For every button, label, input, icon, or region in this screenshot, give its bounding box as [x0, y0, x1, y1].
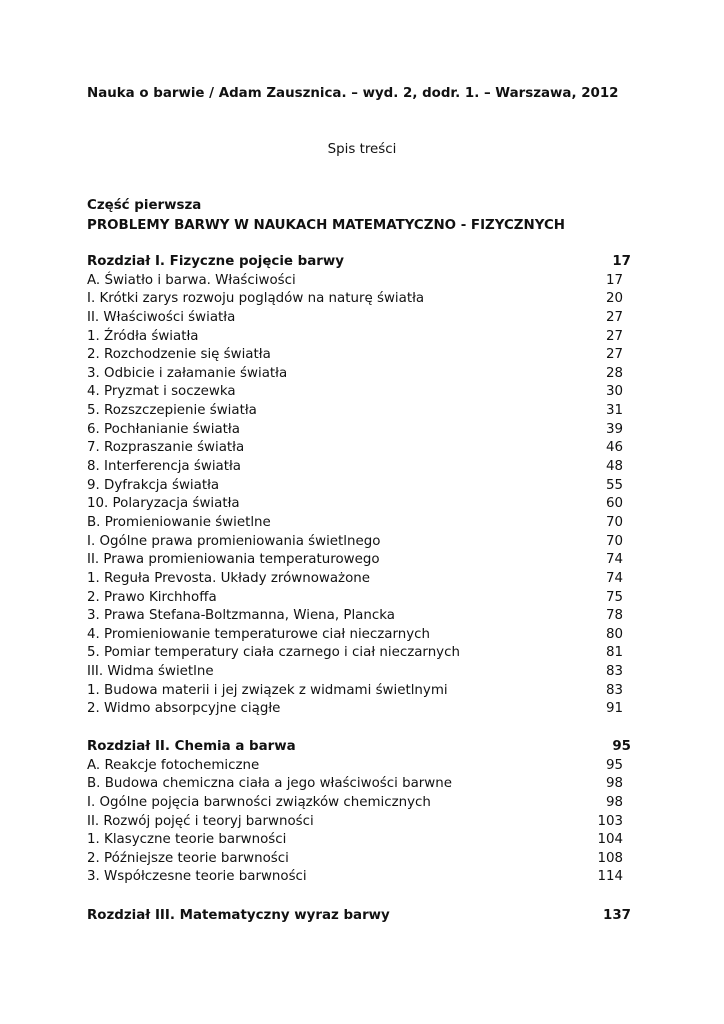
toc-entry [87, 346, 623, 365]
toc-entry [87, 589, 623, 608]
entry-page: 104 [597, 832, 623, 848]
entry-page: 60 [605, 496, 623, 512]
entry-title: 1. Klasyczne teorie barwności [87, 832, 287, 848]
entry-page: 83 [605, 664, 623, 680]
toc-entry [87, 309, 623, 328]
chapter-title: Rozdział I. Fizyczne pojęcie barwy [87, 254, 344, 269]
entry-page: 114 [597, 869, 623, 885]
entry-title: 4. Pryzmat i soczewka [87, 384, 236, 400]
chapter-heading [87, 738, 631, 757]
toc-entry [87, 551, 623, 570]
entry-page: 39 [605, 421, 623, 437]
entry-page: 70 [605, 514, 623, 530]
entry-title: 2. Prawo Kirchhoffa [87, 589, 217, 605]
entry-page: 91 [605, 701, 623, 717]
chapter-heading [87, 253, 631, 272]
toc-entry [87, 533, 623, 552]
chapter-heading [87, 907, 631, 926]
toc-entry [87, 682, 623, 701]
entry-title: 7. Rozpraszanie światła [87, 440, 245, 456]
entry-title: 9. Dyfrakcja światła [87, 477, 220, 493]
entry-page: 80 [605, 626, 623, 642]
toc-entry [87, 383, 623, 402]
entry-title: 3. Odbicie i załamanie światła [87, 365, 288, 381]
toc-entry [87, 868, 623, 887]
entry-title: 2. Rozchodzenie się światła [87, 347, 271, 363]
entry-title: II. Właściwości światła [87, 309, 236, 325]
toc-entry [87, 421, 623, 440]
entry-page: 74 [605, 552, 623, 568]
entry-page: 81 [605, 645, 623, 661]
toc-entry [87, 607, 623, 626]
toc-entry [87, 663, 623, 682]
chapter-1 [87, 253, 631, 719]
entry-title: B. Budowa chemiczna ciała a jego właściwości barwne [87, 776, 452, 792]
toc-entry [87, 514, 623, 533]
entry-page: 75 [605, 589, 623, 605]
entry-title: 2. Widmo absorpcyjne ciągłe [87, 701, 281, 717]
entry-page: 48 [605, 459, 623, 475]
toc-entry [87, 775, 623, 794]
entry-title: 3. Prawa Stefana-Boltzmanna, Wiena, Plancka [87, 608, 395, 624]
entry-page: 78 [605, 608, 623, 624]
entry-page: 31 [605, 403, 623, 419]
toc-entry [87, 365, 623, 384]
part-title: PROBLEMY BARWY W NAUKACH MATEMATYCZNO - FIZYCZNYCH [87, 218, 565, 233]
toc-entry [87, 290, 623, 309]
entry-page: 83 [605, 682, 623, 698]
entry-page: 98 [605, 776, 623, 792]
part-label: Część pierwsza [87, 198, 202, 213]
chapter-title: Rozdział II. Chemia a barwa [87, 739, 296, 754]
entry-page: 70 [605, 533, 623, 549]
toc-entry [87, 831, 623, 850]
toc-entry [87, 813, 623, 832]
entry-title: 6. Pochłanianie światła [87, 421, 240, 437]
entry-title: III. Widma świetlne [87, 664, 214, 680]
entry-title: 1. Źródła światła [87, 328, 199, 344]
entry-title: II. Rozwój pojęć i teoryj barwności [87, 813, 314, 829]
entry-title: 1. Budowa materii i jej związek z widmami świetlnymi [87, 682, 448, 698]
entry-title: 1. Reguła Prevosta. Układy zrównoważone [87, 570, 370, 586]
entry-title: 5. Rozszczepienie światła [87, 403, 257, 419]
entry-title: B. Promieniowanie świetlne [87, 514, 271, 530]
entry-title: A. Światło i barwa. Właściwości [87, 272, 296, 288]
entry-page: 17 [605, 272, 623, 288]
entry-page: 55 [605, 477, 623, 493]
entry-page: 27 [605, 309, 623, 325]
bibliographic-header: Nauka o barwie / Adam Zausznica. – wyd. 2, dodr. 1. – Warszawa, 2012 [87, 86, 619, 101]
toc-entry [87, 570, 623, 589]
toc-entry [87, 402, 623, 421]
entry-title: I. Ogólne prawa promieniowania świetlnego [87, 533, 381, 549]
entry-title: 10. Polaryzacja światła [87, 496, 240, 512]
toc-title: Spis treści [327, 142, 397, 157]
toc-entry [87, 272, 623, 291]
toc-entry [87, 757, 623, 776]
toc-entry [87, 644, 623, 663]
part-heading [87, 196, 565, 236]
toc-entry [87, 794, 623, 813]
entry-page: 103 [597, 813, 623, 829]
chapter-2 [87, 738, 631, 887]
entry-title: A. Reakcje fotochemiczne [87, 757, 260, 773]
toc-entry [87, 439, 623, 458]
entry-page: 28 [605, 365, 623, 381]
entry-page: 46 [605, 440, 623, 456]
entry-page: 95 [605, 757, 623, 773]
entry-page: 20 [605, 291, 623, 307]
chapter-page: 17 [612, 254, 631, 269]
entry-title: II. Prawa promieniowania temperaturowego [87, 552, 380, 568]
entry-title: 4. Promieniowanie temperaturowe ciał nieczarnych [87, 626, 431, 642]
chapter-page: 95 [612, 739, 631, 754]
chapter-3 [87, 907, 631, 926]
entry-title: I. Ogólne pojęcia barwności związków chemicznych [87, 794, 431, 810]
toc-entry [87, 850, 623, 869]
toc-entry [87, 328, 623, 347]
entry-page: 74 [605, 570, 623, 586]
toc-entry [87, 626, 623, 645]
chapter-title: Rozdział III. Matematyczny wyraz barwy [87, 908, 390, 923]
entry-title: 8. Interferencja światła [87, 459, 242, 475]
toc-entry [87, 700, 623, 719]
entry-page: 27 [605, 347, 623, 363]
entry-page: 27 [605, 328, 623, 344]
toc-entry [87, 495, 623, 514]
entry-title: 5. Pomiar temperatury ciała czarnego i ciał nieczarnych [87, 645, 460, 661]
toc-entry [87, 458, 623, 477]
entry-page: 98 [605, 794, 623, 810]
entry-page: 30 [605, 384, 623, 400]
toc-entry [87, 477, 623, 496]
entry-title: 2. Późniejsze teorie barwności [87, 850, 289, 866]
entry-title: 3. Współczesne teorie barwności [87, 869, 307, 885]
chapter-page: 137 [603, 908, 631, 923]
entry-title: I. Krótki zarys rozwoju poglądów na naturę światła [87, 291, 425, 307]
entry-page: 108 [597, 850, 623, 866]
